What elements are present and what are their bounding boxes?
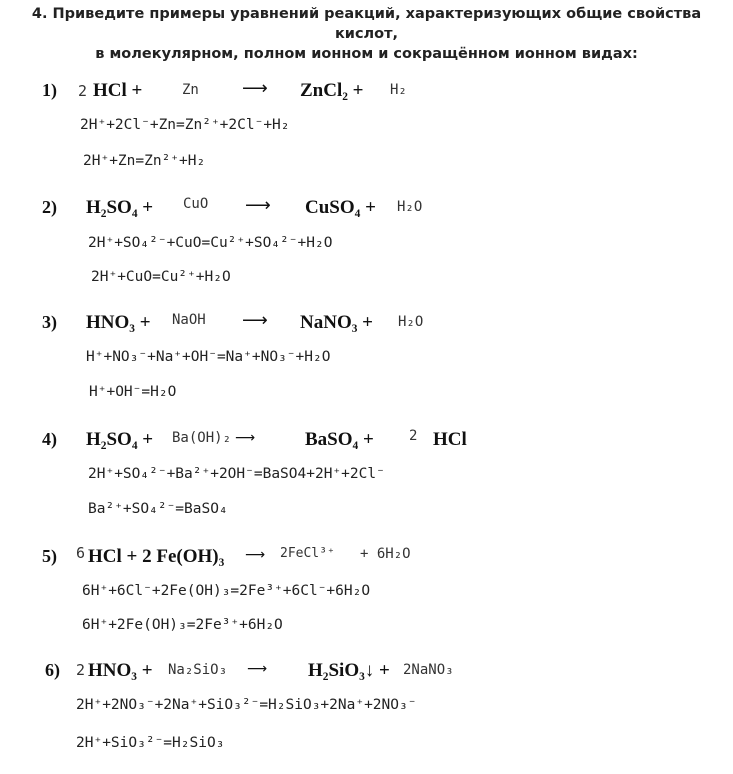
reaction-number: 5): [42, 546, 57, 566]
reaction-arrow: ⟶: [247, 661, 268, 677]
coefficient: 2: [78, 82, 88, 100]
short-ionic-equation: 2H⁺+CuO=Cu²⁺+H₂O: [91, 269, 231, 285]
reaction-arrow: ⟶: [242, 310, 268, 331]
product-2: H₂: [390, 82, 407, 98]
reagent-2: Zn: [182, 82, 199, 98]
task-line-2: в молекулярном, полном ионном и сокращённом ионном видах:: [95, 46, 638, 62]
reagent-1: HCl +: [93, 80, 143, 101]
reagent-1: HNO₃ +: [86, 312, 151, 333]
task-line-1: 4. Приведите примеры уравнений реакций, характеризующих общие свойства кислот,: [31, 6, 702, 42]
product-1: ZnCl₂ +: [300, 80, 364, 101]
product-2: HCl: [433, 429, 467, 450]
short-ionic-equation: Ba²⁺+SO₄²⁻=BaSO₄: [88, 501, 228, 517]
task-header: [0, 4, 733, 64]
reagent-2: Ba(OH)₂: [172, 430, 232, 446]
reagent-1: HNO₃ +: [88, 660, 153, 681]
coefficient: 2: [76, 661, 86, 679]
product-2: 2NaNO₃: [403, 662, 454, 678]
short-ionic-equation: 2H⁺+Zn=Zn²⁺+H₂: [83, 153, 206, 169]
full-ionic-equation: 6H⁺+6Cl⁻+2Fe(OH)₃=2Fe³⁺+6Cl⁻+6H₂O: [82, 583, 371, 599]
product-2: H₂O: [397, 199, 423, 215]
full-ionic-equation: 2H⁺+SO₄²⁻+CuO=Cu²⁺+SO₄²⁻+H₂O: [88, 235, 333, 251]
short-ionic-equation: 2H⁺+SiO₃²⁻=H₂SiO₃: [76, 735, 225, 751]
reagent-1: H₂SO₄ +: [86, 197, 154, 218]
short-ionic-equation: H⁺+OH⁻=H₂O: [89, 384, 177, 400]
reaction-arrow: ⟶: [242, 78, 268, 99]
reaction-arrow: ⟶: [235, 430, 256, 446]
reaction-number: 4): [42, 429, 57, 449]
reagent-2: CuO: [183, 196, 209, 212]
reaction-arrow: ⟶: [245, 547, 266, 563]
coefficient: 6: [76, 544, 86, 562]
reaction-number: 6): [45, 660, 60, 680]
reaction-number: 3): [42, 312, 57, 332]
reagent-2: NaOH: [172, 312, 206, 328]
full-ionic-equation: 2H⁺+2NO₃⁻+2Na⁺+SiO₃²⁻=H₂SiO₃+2Na⁺+2NO₃⁻: [76, 697, 417, 713]
short-ionic-equation: 6H⁺+2Fe(OH)₃=2Fe³⁺+6H₂O: [82, 617, 283, 633]
reagent-2: Na₂SiO₃: [168, 662, 228, 678]
reaction-number: 1): [42, 80, 57, 100]
coefficient: 2: [409, 428, 418, 444]
product-1: NaNO₃ +: [300, 312, 373, 333]
full-ionic-equation: H⁺+NO₃⁻+Na⁺+OH⁻=Na⁺+NO₃⁻+H₂O: [86, 349, 331, 365]
reagent-1: HCl + 2 Fe(OH)₃: [88, 546, 225, 567]
product-1: CuSO₄ +: [305, 197, 376, 218]
full-ionic-equation: 2H⁺+2Cl⁻+Zn=Zn²⁺+2Cl⁻+H₂: [80, 117, 290, 133]
product-1: 2FeCl³⁺: [280, 546, 335, 561]
reaction-number: 2): [42, 197, 57, 217]
product-1: BaSO₄ +: [305, 429, 374, 450]
product-1: H₂SiO₃↓ +: [308, 660, 390, 681]
product-2: + 6H₂O: [360, 546, 411, 562]
full-ionic-equation: 2H⁺+SO₄²⁻+Ba²⁺+2OH⁻=BaSO4+2H⁺+2Cl⁻: [88, 466, 385, 482]
reagent-1: H₂SO₄ +: [86, 429, 154, 450]
product-2: H₂O: [398, 314, 424, 330]
reaction-arrow: ⟶: [245, 195, 271, 216]
